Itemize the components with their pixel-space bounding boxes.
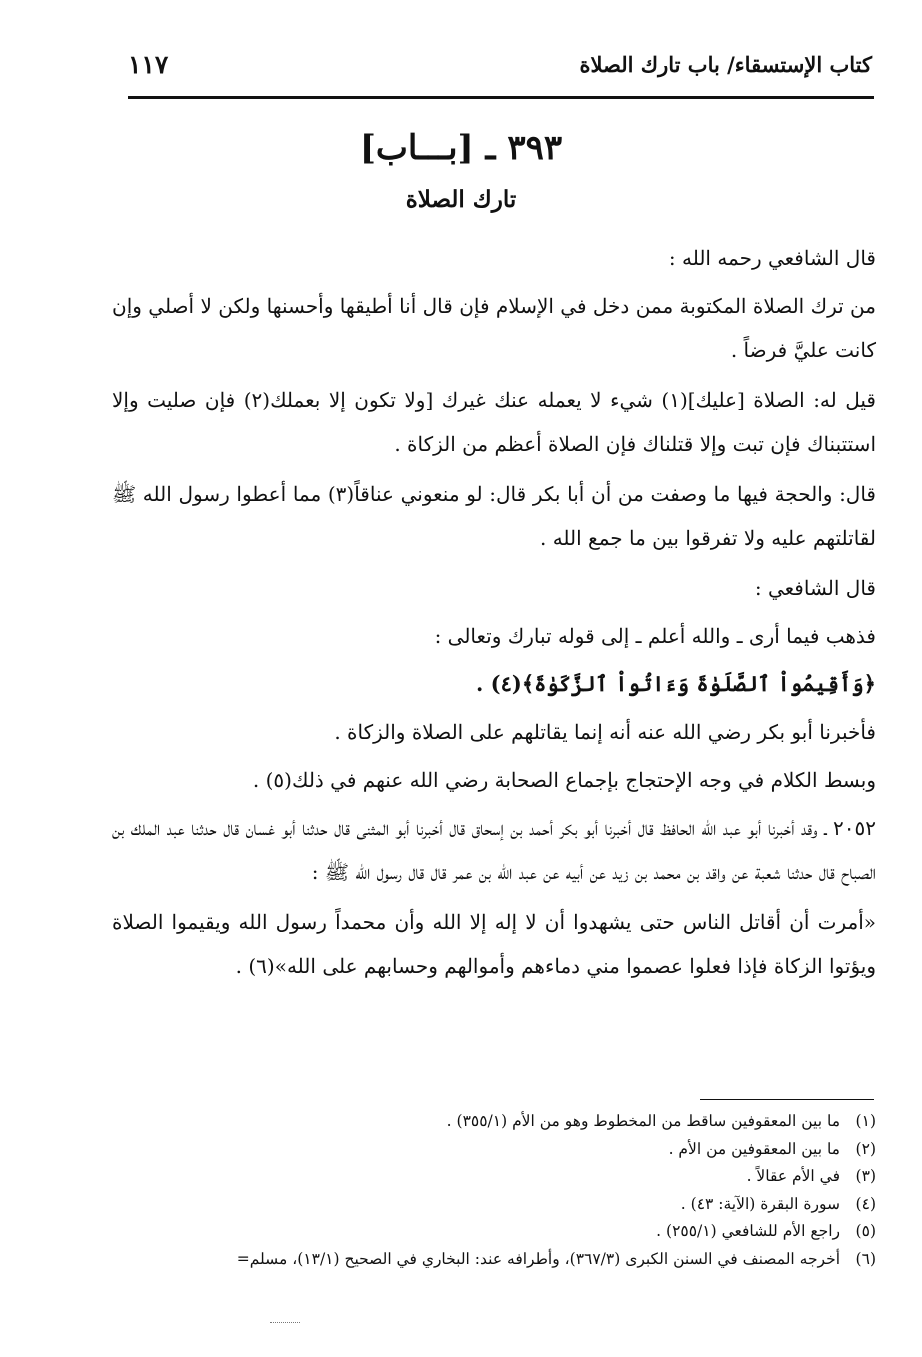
- footnote-number: (٥): [855, 1222, 876, 1240]
- footnote-number: (٦): [855, 1249, 876, 1268]
- footnote-number: (١): [855, 1112, 876, 1130]
- footnote: [70, 1108, 876, 1136]
- paragraph-shafii-said: قال الشافعي :: [754, 576, 876, 600]
- chapter-subtitle: تارك الصلاة: [405, 186, 517, 213]
- paragraph-abandoning-prayer: من ترك الصلاة المكتوبة ممن دخل في الإسلام فإن قال أنا أطيقها وأحسنها ولكن لا أصلي وإن كانت عليَّ فرضاً .: [112, 294, 876, 362]
- paragraph-shafii-intro: قال الشافعي رحمه الله :: [668, 246, 876, 270]
- page-number: ١١٧: [128, 50, 169, 79]
- footnote-text: في الأم عقالاً .: [746, 1167, 840, 1185]
- header-rule: [128, 96, 874, 99]
- footnote-text: أخرجه المصنف في السنن الكبرى (٣٦٧/٣)، وأطرافه عند: البخاري في الصحيح (١٣/١)، مسلم=: [236, 1249, 840, 1268]
- footnote-text: سورة البقرة (الآية: ٤٣) .: [680, 1194, 840, 1213]
- footnote: [70, 1136, 876, 1164]
- footnote: [70, 1163, 876, 1191]
- footnote: [70, 1246, 876, 1274]
- hadith-isnad-2052: ٢٠٥٢ ـ وقد أخبرنا أبو عبد الله الحافظ قال أخبرنا أبو بكر أحمد بن إسحاق قال أخبرنا أبو المثنى قال حدثنا أبو غسان قال حدثنا عبد الملك بن الصباح قال حدثنا شعبة عن واقد بن محمد بن زيد عن أبيه عن عبد الله بن عمر قال قال رسول الله ﷺ :: [112, 816, 876, 884]
- footnote-text: راجع الأم للشافعي (٢٥٥/١) .: [656, 1222, 840, 1240]
- paragraph-opinion: فذهب فيما أرى ـ والله أعلم ـ إلى قوله تبارك وتعالى :: [434, 624, 876, 648]
- scan-artifact: [270, 1322, 300, 1323]
- footnote: [70, 1218, 876, 1246]
- footnote-text: ما بين المعقوفين من الأم .: [668, 1139, 840, 1158]
- footnote-number: (٢): [855, 1139, 876, 1158]
- paragraph-abu-bakr-argument: قال: والحجة فيها ما وصفت من أن أبا بكر قال: لو منعوني عناقاً(٣) مما أعطوا رسول الله ﷺ لقاتلتهم عليه ولا تفرقوا بين ما جمع الله .: [112, 482, 876, 550]
- hadith-text: «أمرت أن أقاتل الناس حتى يشهدوا أن لا إله إلا الله وأن محمداً رسول الله ويقيموا الصلاة ويؤتوا الزكاة فإذا فعلوا عصموا مني دماءهم وأموالهم وحسابهم على الله»(٦) .: [112, 910, 876, 978]
- paragraph-abu-bakr-report: فأخبرنا أبو بكر رضي الله عنه أنه إنما يقاتلهم على الصلاة والزكاة .: [334, 720, 876, 744]
- footnote-number: (٣): [855, 1167, 876, 1185]
- footnotes: [70, 1108, 876, 1273]
- footnote-text: ما بين المعقوفين ساقط من المخطوط وهو من الأم (٣٥٥/١) .: [446, 1112, 840, 1130]
- footnote-number: (٤): [855, 1194, 876, 1213]
- footnote: [70, 1191, 876, 1219]
- running-header: [128, 50, 872, 94]
- paragraph-consensus: وبسط الكلام في وجه الإحتجاج بإجماع الصحابة رضي الله عنهم في ذلك(٥) .: [252, 768, 876, 792]
- chapter-title: ٣٩٣ ـ [بـــاب]: [359, 128, 563, 168]
- header-title: كتاب الإستسقاء/ باب تارك الصلاة: [579, 52, 872, 77]
- paragraph-reply: قيل له: الصلاة [عليك](١) شيء لا يعمله عنك غيرك [ولا تكون إلا بعملك(٢) فإن صليت وإلا استتبناك فإن تبت وإلا قتلناك فإن الصلاة أعظم من الزكاة .: [112, 388, 876, 456]
- footnote-rule: [700, 1099, 874, 1100]
- main-text: [112, 236, 876, 994]
- quran-verse: ﴿وَأَقِيمُواْ ٱلصَّلَوٰةَ وَءَاتُواْ ٱلزَّكَوٰةَ﴾(٤) .: [476, 671, 876, 696]
